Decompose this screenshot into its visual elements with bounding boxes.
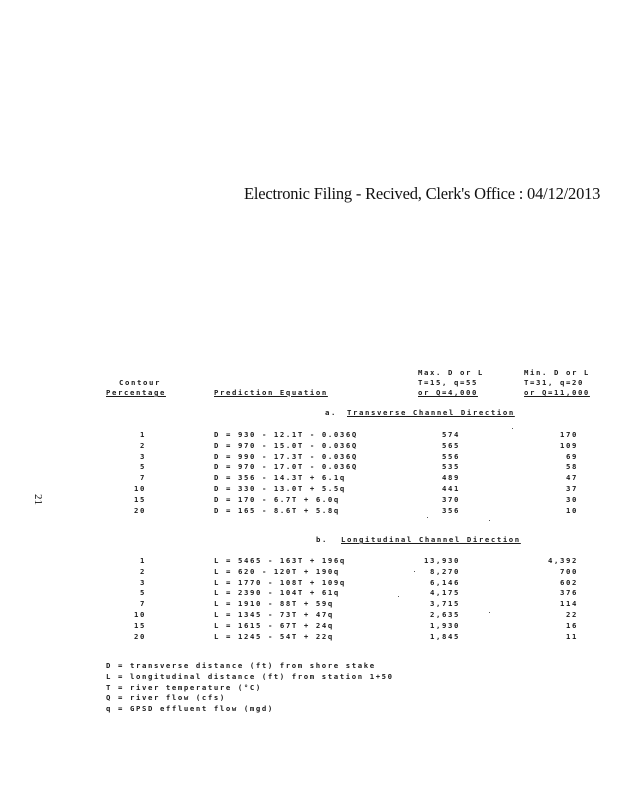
max-value-cell: 1,845	[430, 631, 460, 641]
table-row	[0, 452, 628, 462]
min-value-cell: 11	[566, 631, 578, 641]
contour-percentage-cell: 5	[140, 588, 146, 598]
legend-item: q = GPSD effluent flow (mgd)	[106, 704, 274, 714]
prediction-equation-cell: D = 330 - 13.0T + 5.5q	[214, 484, 346, 493]
table-row	[0, 441, 628, 451]
section-b-title: Longitudinal Channel Direction	[341, 535, 521, 544]
max-header-line2: T=15, q=55	[418, 378, 478, 387]
legend-item: D = transverse distance (ft) from shore stake	[106, 661, 376, 670]
prediction-equation-cell: L = 1770 - 108T + 109q	[214, 577, 346, 587]
min-value-cell: 109	[560, 440, 578, 450]
legend-item: L = longitudinal distance (ft) from station 1+50	[106, 671, 394, 681]
scan-speck	[489, 612, 490, 613]
min-value-cell: 602	[560, 577, 578, 587]
min-value-cell: 58	[566, 462, 578, 472]
prediction-equation-cell: L = 1345 - 73T + 47q	[214, 610, 334, 619]
prediction-equation-cell: L = 620 - 120T + 190q	[214, 566, 340, 576]
scan-speck	[398, 596, 399, 597]
contour-percentage-cell: 15	[134, 620, 146, 630]
scan-speck	[427, 517, 428, 518]
table-row	[0, 473, 628, 483]
min-value-cell: 170	[560, 430, 578, 439]
table-row	[0, 578, 628, 588]
min-value-cell: 4,392	[548, 556, 578, 565]
prediction-equation-cell: D = 970 - 15.0T - 0.036Q	[214, 440, 358, 450]
max-value-cell: 441	[442, 484, 460, 493]
max-value-cell: 356	[442, 505, 460, 515]
min-header-line1: Min. D or L	[524, 368, 590, 377]
prediction-equation-cell: L = 1615 - 67T + 24q	[214, 620, 334, 630]
min-value-cell: 114	[560, 599, 578, 609]
table-row	[0, 484, 628, 494]
max-value-cell: 8,270	[430, 566, 460, 576]
contour-percentage-cell: 7	[140, 473, 146, 483]
equation-header: Prediction Equation	[214, 388, 328, 397]
min-value-cell: 700	[560, 566, 578, 576]
min-header-line3: or Q=11,000	[524, 388, 590, 397]
max-value-cell: 565	[442, 440, 460, 450]
prediction-equation-cell: L = 1910 - 88T + 59q	[214, 599, 334, 609]
table-row	[0, 588, 628, 598]
contour-percentage-cell: 2	[140, 566, 146, 576]
scan-speck	[414, 571, 415, 572]
contour-header-line2: Percentage	[106, 388, 166, 397]
min-header-line2: T=31, q=20	[524, 378, 584, 387]
max-value-cell: 1,930	[430, 620, 460, 630]
contour-percentage-cell: 7	[140, 599, 146, 609]
table-row	[0, 556, 628, 566]
contour-percentage-cell: 20	[134, 631, 146, 641]
min-value-cell: 69	[566, 451, 578, 461]
prediction-equation-cell: D = 930 - 12.1T - 0.036Q	[214, 430, 358, 439]
table-row	[0, 632, 628, 642]
max-value-cell: 3,715	[430, 599, 460, 609]
min-value-cell: 37	[566, 484, 578, 493]
prediction-equation-cell: L = 2390 - 104T + 61q	[214, 588, 340, 598]
contour-percentage-cell: 20	[134, 505, 146, 515]
table-row	[0, 599, 628, 609]
contour-percentage-cell: 10	[134, 610, 146, 619]
prediction-equation-cell: D = 165 - 8.6T + 5.8q	[214, 505, 340, 515]
max-header-line3: or Q=4,000	[418, 388, 478, 397]
min-value-cell: 16	[566, 620, 578, 630]
prediction-equation-cell: D = 970 - 17.0T - 0.036Q	[214, 462, 358, 472]
table-row	[0, 621, 628, 631]
section-b-label: b.	[316, 535, 328, 544]
contour-percentage-cell: 1	[140, 556, 146, 565]
filing-stamp: Electronic Filing - Recived, Clerk's Office : 04/12/2013	[244, 184, 601, 203]
contour-percentage-cell: 3	[140, 451, 146, 461]
contour-percentage-cell: 15	[134, 494, 146, 504]
contour-percentage-cell: 5	[140, 462, 146, 472]
prediction-equation-cell: D = 356 - 14.3T + 6.1q	[214, 473, 346, 483]
min-value-cell: 10	[566, 505, 578, 515]
scan-speck	[512, 428, 513, 429]
table-row	[0, 506, 628, 516]
legend-item: Q = river flow (cfs)	[106, 693, 226, 703]
table-row	[0, 495, 628, 505]
table-row	[0, 462, 628, 472]
section-a-label: a.	[325, 408, 337, 417]
max-value-cell: 13,930	[424, 556, 460, 565]
max-value-cell: 370	[442, 494, 460, 504]
prediction-equation-cell: L = 1245 - 54T + 22q	[214, 631, 334, 641]
section-a-title: Transverse Channel Direction	[347, 408, 515, 417]
min-value-cell: 376	[560, 588, 578, 598]
prediction-equation-cell: D = 990 - 17.3T - 0.036Q	[214, 451, 358, 461]
scan-speck	[489, 520, 490, 521]
table-row	[0, 610, 628, 620]
max-value-cell: 2,635	[430, 610, 460, 619]
contour-header-line1: Contour	[119, 378, 161, 387]
contour-percentage-cell: 10	[134, 484, 146, 493]
contour-percentage-cell: 1	[140, 430, 146, 439]
min-value-cell: 30	[566, 494, 578, 504]
max-value-cell: 489	[442, 473, 460, 483]
table-row	[0, 567, 628, 577]
max-value-cell: 535	[442, 462, 460, 472]
prediction-equation-cell: D = 170 - 6.7T + 6.0q	[214, 494, 340, 504]
legend-item: T = river temperature (°C)	[106, 682, 262, 692]
prediction-equation-cell: L = 5465 - 163T + 196q	[214, 556, 346, 565]
max-header-line1: Max. D or L	[418, 368, 484, 377]
max-value-cell: 574	[442, 430, 460, 439]
max-value-cell: 556	[442, 451, 460, 461]
min-value-cell: 22	[566, 610, 578, 619]
max-value-cell: 4,175	[430, 588, 460, 598]
contour-percentage-cell: 2	[140, 440, 146, 450]
min-value-cell: 47	[566, 473, 578, 483]
page-number: 21	[32, 494, 44, 505]
contour-percentage-cell: 3	[140, 577, 146, 587]
table-row	[0, 430, 628, 440]
max-value-cell: 6,146	[430, 577, 460, 587]
